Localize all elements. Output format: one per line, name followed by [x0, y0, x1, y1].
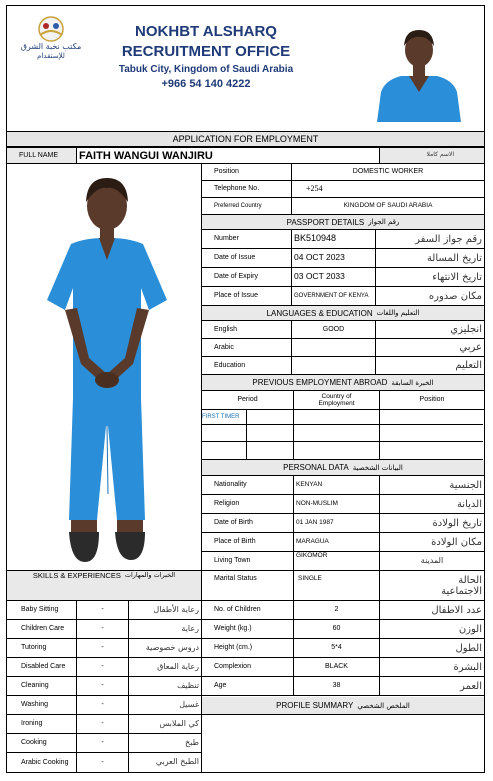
religion-row	[202, 495, 484, 514]
skill-row	[7, 620, 201, 639]
issue-date-value: 04 OCT 2023	[292, 249, 376, 267]
previous-employment-columns	[202, 391, 484, 410]
skill-row	[7, 696, 201, 715]
skill-label: Children Care	[7, 620, 77, 638]
passport-title-ar: رقم الجواز	[368, 218, 400, 226]
office-phone: +966 54 140 4222	[161, 78, 251, 90]
education-row	[202, 357, 484, 375]
expiry-date-row	[202, 268, 484, 287]
telephone-row	[202, 181, 484, 198]
age-value: 38	[294, 677, 380, 695]
complexion-ar: البشرة	[453, 661, 482, 673]
nationality-row	[202, 476, 484, 495]
skills-table	[6, 601, 202, 773]
place-of-issue-value: GOVERNMENT OF KENYA	[292, 287, 376, 305]
first-timer-text: FIRST TIMER	[202, 414, 240, 420]
previous-employment-header	[202, 375, 484, 391]
skill-ar: كي الملابس	[159, 718, 199, 728]
personal-data-header	[201, 460, 485, 476]
period-column-header: Period	[202, 391, 294, 409]
skill-value: -	[77, 753, 129, 772]
position-label: Position	[202, 164, 292, 180]
skill-ar: طبخ	[185, 737, 199, 747]
weight-row	[202, 620, 484, 639]
religion-value: NON-MUSLIM	[294, 495, 380, 513]
languages-title-ar: التعليم واللغات	[376, 309, 420, 317]
top-rows	[202, 164, 484, 215]
place-of-birth-row	[202, 533, 484, 552]
living-town-value: GIKOMOR	[294, 552, 380, 570]
age-row	[202, 677, 484, 696]
passport-rows	[202, 230, 484, 306]
complexion-label: Complexion	[202, 658, 294, 676]
office-city: Tabuk City, Kingdom of Saudi Arabia	[118, 64, 294, 75]
date-of-birth-label: Date of Birth	[202, 514, 294, 532]
languages-title: LANGUAGES & EDUCATION	[266, 308, 373, 318]
skill-value: -	[77, 696, 129, 714]
date-of-birth-ar: تاريخ الولادة	[432, 517, 482, 529]
height-ar: الطول	[455, 642, 482, 654]
name-row	[6, 147, 485, 164]
arabic-ar: عربي	[459, 342, 482, 353]
passport-section-header	[202, 215, 484, 230]
full-name-value: FAITH WANGUI WANJIRU	[79, 149, 213, 162]
complexion-value: BLACK	[294, 658, 380, 676]
children-label: No. of Children	[202, 601, 294, 619]
country-column-header: Country of Employment	[294, 391, 380, 409]
religion-ar: الديانة	[456, 498, 482, 510]
place-of-issue-label: Place of Issue	[202, 287, 292, 305]
living-town-label: Living Town	[202, 552, 294, 570]
place-of-issue-ar: مكان صدوره	[428, 290, 482, 302]
skill-label: Washing	[7, 696, 77, 714]
children-ar: عدد الاطفال	[431, 604, 482, 616]
languages-section-header	[202, 306, 484, 321]
living-town-row	[202, 552, 484, 571]
telephone-label: Telephone No.	[202, 181, 292, 197]
skills-header	[6, 570, 202, 601]
skill-label: Cooking	[7, 734, 77, 752]
full-name-label: FULL NAME	[7, 148, 77, 163]
office-name-line-2: RECRUITMENT OFFICE	[121, 43, 291, 60]
logo-text-ar-2: للإستقدام	[37, 52, 65, 60]
height-label: Height (cm.)	[202, 639, 294, 657]
position-row	[202, 164, 484, 181]
office-logo	[13, 15, 89, 61]
skill-value: -	[77, 620, 129, 638]
profile-summary-header	[201, 697, 485, 715]
telephone-value: +254	[306, 183, 323, 193]
skill-ar: الطبخ العربي	[155, 757, 199, 767]
form-title	[6, 131, 485, 147]
skill-row	[7, 734, 201, 753]
profile-summary-body	[201, 715, 485, 773]
passport-number-value: BK510948	[292, 230, 376, 248]
skill-ar: غسيل	[179, 699, 199, 709]
personal-data-title-ar: البيانات الشخصية	[352, 463, 403, 472]
skill-label: Tutoring	[7, 639, 77, 657]
previous-employment-title-ar: الخبرة السابقة	[391, 378, 434, 387]
age-label: Age	[202, 677, 294, 695]
height-row	[202, 639, 484, 658]
full-body-photo	[6, 164, 201, 570]
education-value	[292, 357, 376, 374]
passport-number-row	[202, 230, 484, 249]
weight-value: 60	[294, 620, 380, 638]
skill-row	[7, 677, 201, 696]
passport-number-ar: رقم جواز السفر	[415, 233, 482, 245]
header	[6, 5, 485, 131]
portrait-photo	[371, 16, 467, 122]
place-of-issue-row	[202, 287, 484, 306]
skill-ar: دروس خصوصية	[145, 642, 199, 652]
english-row	[202, 321, 484, 339]
place-of-birth-value: MARAGUA	[294, 533, 380, 551]
position-value: DOMESTIC WORKER	[352, 168, 424, 176]
skill-value: -	[77, 658, 129, 676]
skill-label: Arabic Cooking	[7, 753, 77, 772]
preferred-country-row	[202, 198, 484, 215]
position-column-header: Position	[419, 396, 445, 404]
skill-ar: رعاية الأطفال	[153, 604, 199, 614]
complexion-row	[202, 658, 484, 677]
full-name-label-ar: الاسم كاملا	[379, 148, 484, 163]
expiry-date-label: Date of Expiry	[202, 268, 292, 286]
skills-title-ar: الخبرات والمهارات	[124, 571, 176, 579]
issue-date-label: Date of Issue	[202, 249, 292, 267]
age-ar: العمر	[460, 680, 482, 692]
religion-label: Religion	[202, 495, 294, 513]
skills-title: SKILLS & EXPERIENCES	[32, 571, 121, 580]
full-body-photo-image	[7, 164, 202, 570]
arabic-value	[292, 339, 376, 356]
expiry-date-ar: تاريخ الانتهاء	[432, 271, 482, 283]
english-label: English	[202, 321, 292, 338]
skill-ar: تنظيف	[177, 680, 199, 690]
skill-row	[7, 658, 201, 677]
place-of-birth-label: Place of Birth	[202, 533, 294, 551]
skill-value: -	[77, 734, 129, 752]
issue-date-row	[202, 249, 484, 268]
personal-data-title: PERSONAL DATA	[283, 463, 349, 472]
marital-status-row	[202, 571, 484, 601]
preferred-country-label: Preferred Country	[202, 198, 292, 214]
weight-ar: الوزن	[458, 623, 482, 635]
previous-employment-title: PREVIOUS EMPLOYMENT ABROAD	[252, 378, 388, 387]
skill-label: Baby Sitting	[7, 601, 77, 619]
skill-value: -	[77, 677, 129, 695]
nationality-value: KENYAN	[294, 476, 380, 494]
children-row	[202, 601, 484, 620]
marital-status-label: Marital Status	[202, 571, 294, 600]
date-of-birth-value: 01 JAN 1987	[294, 514, 380, 532]
office-name-line-1: NOKHBT ALSHARQ	[135, 23, 277, 40]
skill-value: -	[77, 601, 129, 619]
portrait-photo-image	[371, 16, 467, 122]
profile-summary-title-ar: الملخص الشخصي	[357, 701, 410, 710]
passport-title: PASSPORT DETAILS	[286, 217, 365, 227]
expiry-date-value: 03 OCT 2033	[292, 268, 376, 286]
english-ar: انجليزي	[450, 324, 482, 335]
preferred-country-value: KINGDOM OF SAUDI ARABIA	[343, 202, 433, 210]
languages-rows	[202, 321, 484, 375]
skill-ar: رعاية	[181, 623, 199, 633]
passport-number-label: Number	[202, 230, 292, 248]
skill-label: Cleaning	[7, 677, 77, 695]
skill-row	[7, 639, 201, 658]
marital-status-ar: الحالة الاجتماعية	[441, 574, 482, 597]
skill-ar: رعاية المعاق	[157, 661, 199, 671]
place-of-birth-ar: مكان الولادة	[431, 536, 482, 548]
previous-employment-body	[201, 410, 485, 460]
issue-date-ar: تاريخ المسالة	[426, 252, 482, 264]
weight-label: Weight (kg.)	[202, 620, 294, 638]
education-label: Education	[202, 357, 292, 374]
skill-row	[7, 753, 201, 773]
english-value: GOOD	[292, 321, 376, 338]
skill-row	[7, 715, 201, 734]
nationality-ar: الجنسية	[449, 479, 482, 491]
skill-value: -	[77, 715, 129, 733]
skill-label: Ironing	[7, 715, 77, 733]
height-value: 5*4	[294, 639, 380, 657]
form-title-text: APPLICATION FOR EMPLOYMENT	[172, 134, 319, 144]
skill-value: -	[77, 639, 129, 657]
marital-status-value: SINGLE	[294, 571, 380, 600]
date-of-birth-row	[202, 514, 484, 533]
profile-summary-title: PROFILE SUMMARY	[276, 701, 354, 710]
personal-data-table	[201, 476, 485, 697]
education-ar: التعليم	[455, 360, 482, 371]
children-value: 2	[294, 601, 380, 619]
arabic-row	[202, 339, 484, 357]
logo-text-ar: مكتب نخبة الشرق	[20, 42, 82, 51]
nationality-label: Nationality	[202, 476, 294, 494]
living-town-ar: المدينة	[420, 555, 444, 565]
skill-row	[7, 601, 201, 620]
skill-label: Disabled Care	[7, 658, 77, 676]
arabic-label: Arabic	[202, 339, 292, 356]
